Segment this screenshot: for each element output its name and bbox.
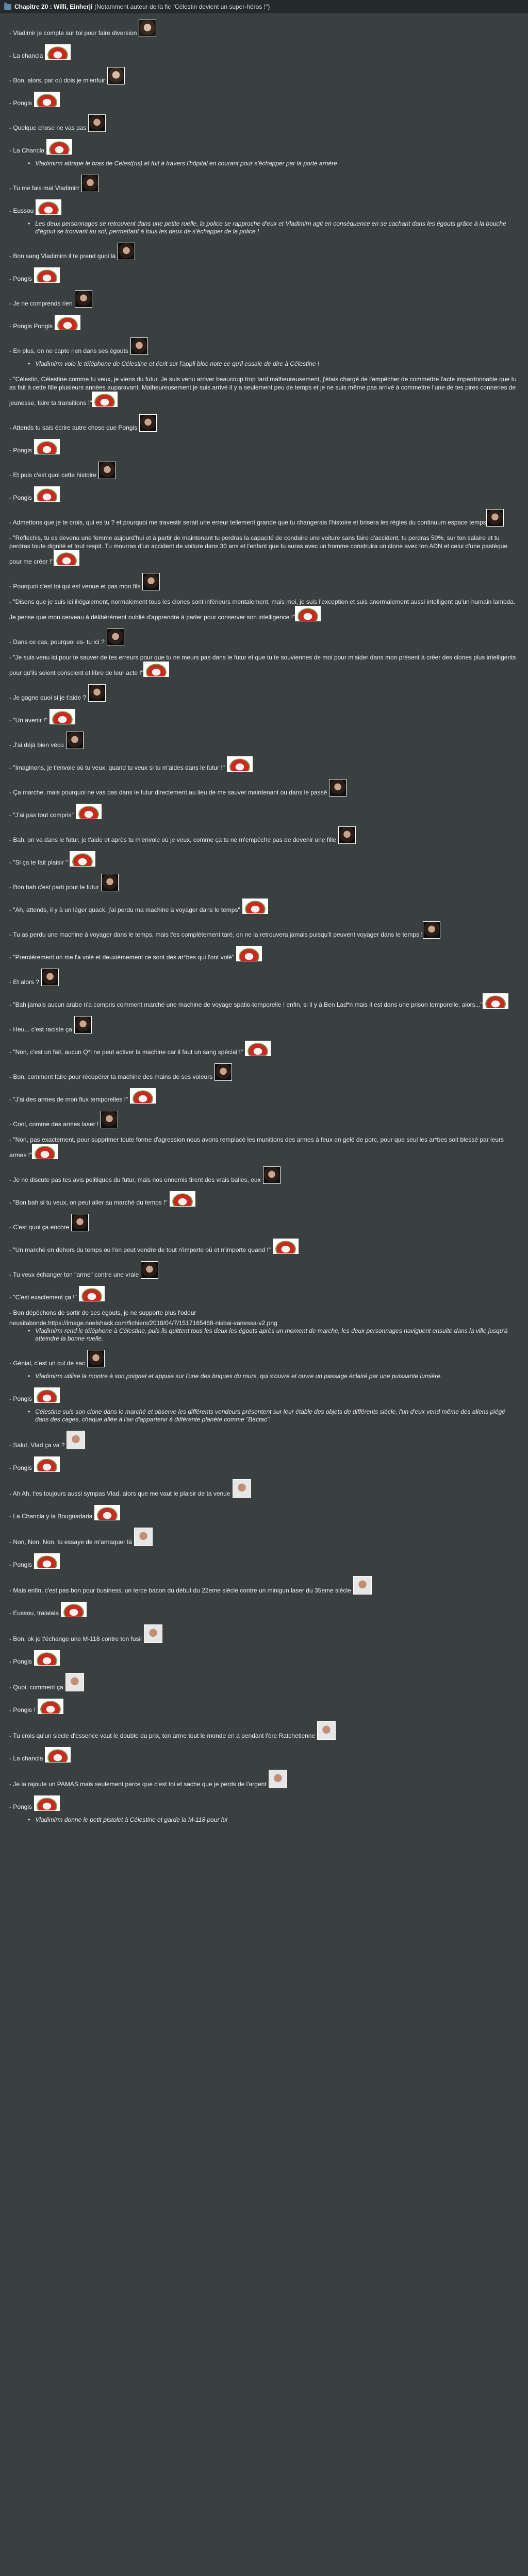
narration-text: Vladimirm donne le petit pistolet à Célestine et garde la M-118 pour lui <box>35 1816 227 1823</box>
dialogue-text: - Je ne discute pas tes avis politiques du futur, mais nos ennemis tirent des vrais balles, eux <box>9 1176 261 1183</box>
dialogue-text: - Bon, ok je t'échange une M-118 contre ton fusil <box>9 1635 142 1642</box>
dialogue-text: - "Non, pas exactement, pour supprimer toute forme d'agression nous avons remplacé les munitions des armes à feux en gelé de porc, pour que seul les ar*bes soit blessé par leurs armes !" <box>9 1136 504 1159</box>
watermelon-avatar <box>273 1239 299 1254</box>
dialogue-text: - Tu me fais mal Vladimirr <box>9 184 80 192</box>
dialogue-line <box>9 175 519 192</box>
celestine-avatar <box>41 969 59 986</box>
dialogue-line <box>9 1673 519 1691</box>
watermelon-avatar <box>45 44 71 60</box>
dialogue-text: - Eussou <box>9 207 34 214</box>
dialogue-text: - Tu as perdu une machine à voyager dans le temps, mais t'es complètement taré, on ne la retrouvera jamais puisqu'il peuvent voyager dans le temps ! <box>9 931 423 938</box>
dialogue-line <box>9 1063 519 1081</box>
dialogue-line <box>9 1624 519 1643</box>
dialogue-text: - Cool, comme des armes laser ! <box>9 1121 99 1128</box>
dialogue-text: - Attends tu sais écrire autre chose que Pongis <box>9 424 138 431</box>
celestine-avatar <box>66 732 84 749</box>
bald-man-avatar <box>317 1721 336 1740</box>
watermelon-avatar <box>70 851 95 867</box>
dialogue-line <box>9 598 519 621</box>
watermelon-avatar <box>34 92 60 107</box>
dialogue-line <box>9 1602 519 1617</box>
chapter-header <box>0 0 528 13</box>
bullet-icon: • <box>28 160 30 167</box>
celestine-avatar <box>338 826 356 844</box>
celestine-avatar <box>142 573 160 590</box>
dialogue-text: - Pongis <box>9 1464 32 1471</box>
bald-man-avatar <box>65 1673 84 1691</box>
watermelon-avatar <box>38 1699 63 1714</box>
dialogue-line <box>9 1576 519 1595</box>
dialogue-text: - "Disons que je suis ici illégalement, normalement tous les clones sont inférieurs mentalement, mais moi, je suis l'exception et suis anormalement aussi intelligent qu'un humain lambda. Je pense que mon cerveau à délibérément oublié d'apprendre à parler pour conserver son intelligence !" <box>9 598 516 621</box>
watermelon-avatar <box>295 606 321 621</box>
celestine-avatar <box>87 1350 105 1367</box>
dialogue-line <box>9 629 519 646</box>
watermelon-avatar <box>79 1286 105 1301</box>
dialogue-text: - C'est quoi ça encore <box>9 1224 70 1231</box>
celestine-avatar <box>139 414 157 432</box>
dialogue-text: - "Un marché en dehors du temps ou l'on peut vendre de tout n'importe où et n'importe quand !" <box>9 1246 271 1253</box>
dialogue-line <box>9 874 519 891</box>
celestine-avatar <box>88 684 106 702</box>
narration-text: Les deux personnages se retrouvent dans une petite ruelle, la police se rapproche d'eux et Vladimirn agit en conséquence en se cachant dans les égouts grâce à la bouche d'égout se trouvant au sol, permettant à tous les deux de s'échapper de la police ! <box>35 220 506 235</box>
narration-bullet <box>28 1816 519 1824</box>
dialogue-line <box>9 337 519 355</box>
dialogue-line <box>9 243 519 260</box>
celestine-avatar <box>98 462 116 479</box>
dialogue-text: - "J'ai pas tout compris" <box>9 811 74 819</box>
dialogue-text: - Et puis c'est quoi cette histoire <box>9 471 97 479</box>
dialogue-line <box>9 1431 519 1449</box>
narration-bullet <box>28 160 519 167</box>
bullet-icon: • <box>28 1408 30 1415</box>
dialogue-line <box>9 921 519 939</box>
narration-bullet <box>28 360 519 368</box>
celestine-avatar <box>101 874 119 891</box>
dialogue-text: - Pongis <box>9 99 32 107</box>
celestine-avatar <box>214 1063 232 1081</box>
dialogue-text: - Quoi, comment ça <box>9 1684 63 1691</box>
celestine-avatar <box>263 1166 280 1184</box>
dialogue-line <box>9 1286 519 1301</box>
dialogue-text: - En plus, on ne capte rien dans ses égouts <box>9 347 128 354</box>
dialogue-text: - "Non, c'est un fait, aucun Q*l ne peut activer la machine car il faut un sang spécial !" <box>9 1048 243 1056</box>
watermelon-avatar <box>54 550 79 566</box>
dialogue-line <box>9 804 519 819</box>
dialogue-line <box>9 1239 519 1254</box>
dialogue-text: - "Un avenir !" <box>9 717 47 724</box>
dialogue-text: - "Réflechis, tu es devenu une femme aujourd'hui et à partir de maintenant tu perdras la capacité de conduire une voiture sans faire d'accident, tu perdras 50%, sur ton salaire et tu perdras toute dignité et tout respit. Tu mourras d'un accident de voiture dans 30 ans et l'enfant que tu auras avec un homme construira un clone avec ton ADN et celui d'une pastèque pour me créer !" <box>9 534 508 565</box>
narration-bullet <box>28 1408 519 1423</box>
dialogue-text: - Je gagne quoi si je t'aide ? <box>9 694 87 701</box>
dialogue-text: - Vladimir je compte sur toi pour faire diversion <box>9 29 137 37</box>
bald-man-avatar <box>134 1528 153 1546</box>
dialogue-text: - Pongis <box>9 1803 32 1810</box>
watermelon-avatar <box>143 662 169 677</box>
dialogue-line <box>9 534 519 566</box>
watermelon-avatar <box>36 199 61 215</box>
dialogue-text: - Pongis <box>9 275 32 282</box>
vladimir-avatar <box>107 67 125 84</box>
dialogue-line <box>9 1191 519 1207</box>
celestine-avatar <box>81 175 99 192</box>
bullet-icon: • <box>28 1327 30 1334</box>
dialogue-text: - Pongis <box>9 447 32 454</box>
dialogue-line <box>9 1111 519 1128</box>
dialogue-line <box>9 1747 519 1762</box>
dialogue-line <box>9 267 519 283</box>
dialogue-line <box>9 114 519 132</box>
watermelon-avatar <box>76 804 102 819</box>
dialogue-line <box>9 1214 519 1231</box>
dialogue-line <box>9 899 519 914</box>
bald-man-avatar <box>353 1576 372 1595</box>
folder-icon <box>4 4 11 10</box>
dialogue-text: - Eussou, tralalala <box>9 1609 59 1617</box>
watermelon-avatar <box>483 993 508 1009</box>
dialogue-text: - Mais enfin, c'est pas bon pour business, un terce bacon du début du 22eme siècle contre un minigun laser du 35eme siècle <box>9 1587 351 1594</box>
dialogue-line <box>9 1479 519 1498</box>
dialogue-text: - Pongis <box>9 1658 32 1665</box>
narration-text: Vladimirm attrape le bras de Celest(ris) et fuit à travers l'hôpital en courant pour s'échapper par la porte arrière <box>35 160 337 167</box>
watermelon-avatar <box>34 1456 60 1472</box>
dialogue-text: - Dans ce cas, pourquoi es- tu ici ? <box>9 638 105 646</box>
dialogue-line <box>9 946 519 961</box>
dialogue-line <box>9 1699 519 1714</box>
dialogue-text: - Je ne comprends rien <box>9 300 73 307</box>
dialogue-text: - La Chancla <box>9 147 45 154</box>
dialogue-line <box>9 1456 519 1472</box>
dialogue-text: - Bah, on va dans le futur, je t'aide et après tu m'envoie où je veux, comme ça tu ne m'empêche pas de devenir une fille <box>9 836 336 843</box>
dialogue-line <box>9 653 519 677</box>
dialogue-line <box>9 1650 519 1666</box>
dialogue-line <box>9 1261 519 1279</box>
dialogue-text: - La Chancla y la Bougnadaria <box>9 1513 93 1520</box>
dialogue-line <box>9 139 519 155</box>
celestine-avatar <box>88 114 106 132</box>
celestine-avatar <box>486 509 504 527</box>
dialogue-line <box>9 199 519 215</box>
dialogue-line <box>9 509 519 527</box>
story-text: - Bon dépêchons de sortir de ses égouts, je ne supporte plus l'odeur <box>9 1309 196 1316</box>
celestine-avatar <box>74 1016 92 1033</box>
dialogue-line <box>9 486 519 502</box>
watermelon-avatar <box>34 1553 60 1569</box>
dialogue-text: - Pongis <box>9 1561 32 1568</box>
watermelon-avatar <box>34 1650 60 1666</box>
bullet-icon: • <box>28 360 30 367</box>
dialogue-text: - Ah Ah, t'es toujours aussi sympas Vlad, alors que me vaut le plaisir de ta venue <box>9 1490 230 1497</box>
dialogue-line <box>9 851 519 867</box>
celestine-avatar <box>75 290 92 308</box>
dialogue-text: - Quelque chose ne vas pas <box>9 124 87 131</box>
watermelon-avatar <box>34 1387 60 1403</box>
narration-bullet <box>28 220 519 235</box>
watermelon-avatar <box>32 1144 58 1159</box>
celestine-avatar <box>329 779 346 796</box>
dialogue-text: - Bon, alors, par où dois je m'enfuir <box>9 77 105 84</box>
dialogue-line <box>9 1136 519 1159</box>
dialogue-line <box>9 826 519 844</box>
dialogue-text: - Salut, Vlad ça va ? <box>9 1442 65 1449</box>
dialogue-line <box>9 779 519 796</box>
dialogue-text: - Pourquoi c'est toi qui est venue et pas mon fils <box>9 583 141 590</box>
dialogue-line <box>9 1350 519 1367</box>
watermelon-avatar <box>55 315 80 330</box>
dialogue-line <box>9 1016 519 1033</box>
dialogue-line <box>9 1041 519 1056</box>
watermelon-avatar <box>170 1191 195 1207</box>
dialogue-text: - Tu crois qu'un siècle d'essence vaut le double du prix, ton arme tout le monde en a pendant l'ère Ratchetienne <box>9 1732 316 1739</box>
story-text: neusitabonde.https://image.noelshack.com/fichiers/2018/04/7/1517165468-nisbai-vanessa-v2.png <box>9 1319 277 1327</box>
dialogue-line <box>9 732 519 749</box>
dialogue-line <box>9 993 519 1009</box>
bullet-icon: • <box>28 1816 30 1823</box>
bald-man-avatar <box>67 1431 85 1449</box>
dialogue-text: - Et alors ? <box>9 978 40 986</box>
dialogue-text: - Je la rajoute un PAMAS mais seulement parce que c'est toi et sache que je perds de l'argent <box>9 1781 267 1788</box>
dialogue-text: - "Bah jamais aucun arabe n'a compris comment marché une machine de voyage spatio-temporelle ! enfin, si il y à Ben Lad*n mais il est dans une prison temporelle, alors..." <box>9 1001 483 1008</box>
watermelon-avatar <box>236 946 262 961</box>
celestine-avatar <box>423 921 440 939</box>
narration-text: Vladimirm vole le téléphone de Célestine et écrit sur l'appli bloc note ce qu'il essaie de dire à Célestine ! <box>35 360 320 367</box>
dialogue-text: - Pongis <box>9 1395 32 1402</box>
dialogue-line <box>9 1795 519 1811</box>
dialogue-text: - "J'ai des armes de mon flux temporelles !" <box>9 1096 128 1103</box>
watermelon-avatar <box>242 899 268 914</box>
dialogue-line <box>9 67 519 84</box>
dialogue-line <box>9 756 519 772</box>
dialogue-line <box>9 709 519 724</box>
dialogue-line <box>9 44 519 60</box>
watermelon-avatar <box>94 1505 120 1520</box>
dialogue-line <box>9 1166 519 1184</box>
celestine-avatar <box>141 1261 158 1279</box>
narration-bullet <box>28 1327 519 1343</box>
celestine-avatar <box>107 629 124 646</box>
story-content <box>0 13 528 1824</box>
dialogue-line <box>9 315 519 330</box>
dialogue-line <box>9 1770 519 1788</box>
watermelon-avatar <box>34 486 60 502</box>
dialogue-text: - "Si ça te fait plaisir " <box>9 859 68 866</box>
dialogue-text: - "Je suis venu ici pour te sauver de tes erreurs pour que tu ne meurs pas dans le futur et que tu te souviennes de moi pour m'aider dans mon présent à créer des clones plus intelligents pour qu'ils soient conscient et libre de leur acte !" <box>9 654 516 676</box>
dialogue-line <box>9 1721 519 1740</box>
celestine-avatar <box>130 337 148 355</box>
watermelon-avatar <box>61 1602 87 1617</box>
celestine-avatar <box>71 1214 89 1231</box>
dialogue-text: - Pongis Pongis <box>9 323 53 330</box>
dialogue-text: - La chancla <box>9 1755 43 1762</box>
dialogue-line <box>9 969 519 986</box>
watermelon-avatar <box>34 439 60 454</box>
dialogue-text: - "Ah, attends, il y à un léger quack, j'ai perdu ma machine à voyager dans le temps" <box>9 906 240 913</box>
narration-text: Vladimirm utilise la montre à son poignet et appuie sur l'une des briques du murs, qui s'ouvre et ouvre un passage éclairé par une puissante lumière. <box>35 1372 442 1380</box>
dialogue-line <box>9 375 519 407</box>
chapter-subtitle: (Notamment auteur de la fic "Célestin devient un super-héros !") <box>94 3 270 10</box>
dialogue-text: - Tu veux échanger ton "arme" contre une vraie <box>9 1271 139 1278</box>
dialogue-line <box>9 439 519 454</box>
dialogue-text: - "Premièrement on me l'a volé et deuxièmement ce sont des ar*bes qui l'ont volé" <box>9 954 234 961</box>
dialogue-text: - "Bon bah si tu veux, on peut aller au marché du temps !" <box>9 1199 168 1206</box>
dialogue-line <box>9 92 519 107</box>
dialogue-text: - "Imaginons, je t'envoie où tu veux, quand tu veux si tu m'aides dans le futur !" <box>9 764 225 771</box>
dialogue-line <box>9 290 519 308</box>
watermelon-avatar <box>245 1041 271 1056</box>
dialogue-text: - La chancla <box>9 52 43 59</box>
dialogue-text: - Pongis ! <box>9 1706 36 1714</box>
bullet-icon: • <box>28 1372 30 1380</box>
watermelon-avatar <box>227 756 253 772</box>
narration-text: Célestine suis son clone dans le marché et observe les différents vendeurs présentent sur leur étable des objets de différents siècle, l'un d'eux vend même des aliens piégé dans des cages, chaque allée à l'air d'appartenir à différente planète comme "Bactac". <box>35 1408 505 1423</box>
dialogue-text: - Admettons que je te crois, qui es tu ? et pourquoi me travestir serait une erreur tellement grande que tu changerais l'histoire et brisera les règles du continuum espace temps <box>9 519 486 526</box>
dialogue-line <box>9 684 519 702</box>
dialogue-text: - Heu... c'est raciste ça <box>9 1026 72 1033</box>
watermelon-avatar <box>34 267 60 283</box>
bald-man-avatar <box>269 1770 287 1788</box>
dialogue-text: - Génial, c'est un cul de sac <box>9 1360 86 1367</box>
dialogue-text: - Ça marche, mais pourquoi ne vas pas dans le futur directement,au lieu de me sauver maintenant ou dans le passé <box>9 789 327 796</box>
celestine-avatar <box>118 243 135 260</box>
watermelon-avatar <box>34 1795 60 1811</box>
watermelon-avatar <box>46 139 72 155</box>
dialogue-line <box>9 20 519 37</box>
dialogue-line <box>9 414 519 432</box>
dialogue-text: - "Célestin, Célestine comme tu veux, je viens du futur. Je suis venu arriver beaucoup trop tard malheureusement, j'étais chargé de l'empêcher de commettre l'acte impardonnable que tu as fait à cette fille plusieurs années auparavant. Malheureusement je suis arrivé il y a seulement peu de temps et je ne suis même pas arrivé à commettre l'une de tes pires conneries de jeunesse, faire ta transitions !" <box>9 376 517 406</box>
dialogue-line <box>9 462 519 479</box>
vladimir-avatar <box>139 20 156 37</box>
narration-text: Vladimirm rend le téléphone à Célestine, puis ils quittent tous les deux les égouts après un moment de marche, les deux personnages naviguent ensuite dans la ville jusqu'à atteindre la bonne ruelle. <box>35 1327 508 1342</box>
bald-man-avatar <box>233 1479 251 1498</box>
chapter-title: Chapitre 20 : Willi, Einherji <box>14 3 93 10</box>
dialogue-text: - Bon, comment faire pour récupérer ta machine des mains de ses voleurs <box>9 1073 213 1080</box>
watermelon-avatar <box>130 1088 156 1104</box>
watermelon-avatar <box>92 392 118 407</box>
dialogue-line <box>9 1387 519 1403</box>
celestine-avatar <box>101 1111 118 1128</box>
dialogue-text: - Non, Non, Non, tu essaye de m'arnaquer là <box>9 1538 132 1546</box>
dialogue-line <box>9 1553 519 1569</box>
bullet-icon: • <box>28 220 30 227</box>
dialogue-text: - Pongis <box>9 494 32 501</box>
dialogue-text: - Bon bah c'est parti pour le futur <box>9 884 99 891</box>
dialogue-line <box>9 1505 519 1520</box>
watermelon-avatar <box>45 1747 71 1762</box>
dialogue-text: - Bon sang Vladimirn il te prend quoi là <box>9 252 116 260</box>
dialogue-text: - "C'est exactement ça !" <box>9 1294 77 1301</box>
narration-bullet <box>28 1372 519 1380</box>
dialogue-text: - J'ai déjà bien vécu <box>9 741 64 749</box>
watermelon-avatar <box>50 709 75 724</box>
dialogue-line <box>9 573 519 590</box>
dialogue-line <box>9 1088 519 1104</box>
dialogue-line <box>9 1528 519 1546</box>
bald-man-avatar <box>144 1624 162 1643</box>
